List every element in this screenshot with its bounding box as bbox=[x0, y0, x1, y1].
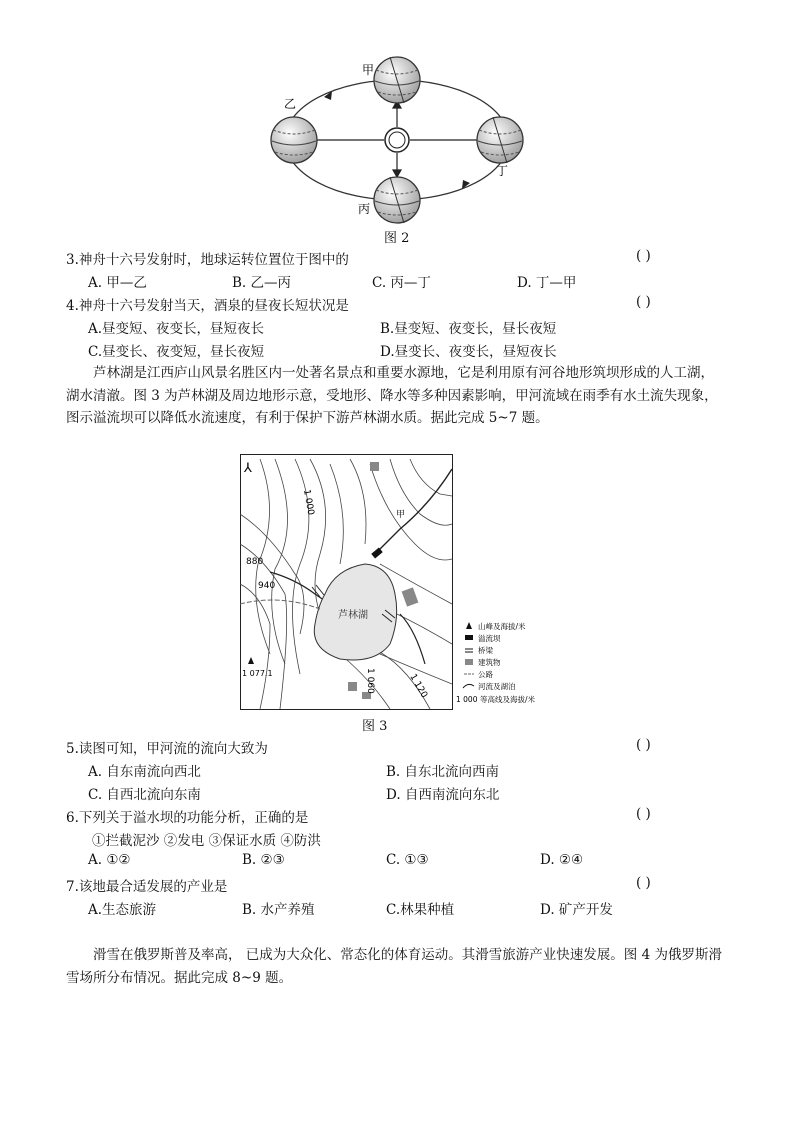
q6-answer-paren[interactable]: ( ) bbox=[636, 806, 651, 822]
figure-2-orbit-diagram bbox=[262, 48, 532, 228]
figure-2-caption: 图 2 bbox=[384, 231, 410, 246]
q7-option-d[interactable]: D. 矿产开发 bbox=[540, 902, 613, 918]
river-label-jia: 甲 bbox=[396, 510, 406, 520]
q4-option-b[interactable]: B.昼变短、夜变长，昼长夜短 bbox=[380, 321, 557, 337]
q3-option-b[interactable]: B. 乙—丙 bbox=[232, 275, 292, 291]
q7-stem: 7.该地最合适发展的产业是 bbox=[66, 879, 228, 895]
svg-text:等高线及海拔/米: 等高线及海拔/米 bbox=[480, 695, 536, 704]
label-bing: 丙 bbox=[358, 202, 371, 216]
peak-label: 1 077.1 bbox=[242, 669, 273, 678]
q4-stem: 4.神舟十六号发射当天，酒泉的昼夜长短状况是 bbox=[66, 298, 349, 314]
q7-option-b[interactable]: B. 水产养殖 bbox=[242, 902, 315, 918]
q4-option-d[interactable]: D.昼变长、夜变长，昼短夜长 bbox=[380, 344, 557, 360]
passage-russia-skiing: 滑雪在俄罗斯普及率高， 已成为大众化、常态化的体育运动。其滑雪旅游产业快速发展。图 4 为俄罗斯滑雪场所分布情况。据此完成 8~9 题。 bbox=[66, 947, 722, 986]
svg-text:河流及湖泊: 河流及湖泊 bbox=[478, 682, 516, 691]
q5-option-b[interactable]: B. 自东北流向西南 bbox=[386, 764, 500, 780]
q4-option-c[interactable]: C.昼变长、夜变短，昼长夜短 bbox=[88, 344, 265, 360]
q5-option-a[interactable]: A. 自东南流向西北 bbox=[88, 764, 201, 780]
contour-label-1120: 1 120 bbox=[407, 672, 429, 700]
q5-option-c[interactable]: C. 自西北流向东南 bbox=[88, 787, 201, 803]
label-ding: 丁 bbox=[496, 164, 509, 178]
contour-label-1060: 1 060 bbox=[365, 668, 375, 694]
q4-answer-paren[interactable]: ( ) bbox=[636, 294, 651, 310]
q7-answer-paren[interactable]: ( ) bbox=[636, 875, 651, 891]
q3-option-c[interactable]: C. 丙—丁 bbox=[372, 275, 431, 291]
q3-answer-paren[interactable]: ( ) bbox=[636, 248, 651, 264]
svg-text:山峰及海拔/米: 山峰及海拔/米 bbox=[478, 622, 526, 631]
q3-option-d[interactable]: D. 丁—甲 bbox=[517, 275, 577, 291]
q6-option-b[interactable]: B. ②③ bbox=[242, 852, 285, 868]
q6-items: ①拦截泥沙 ②发电 ③保证水质 ④防洪 bbox=[92, 833, 321, 849]
svg-text:公路: 公路 bbox=[478, 670, 493, 679]
q6-stem: 6.下列关于溢水坝的功能分析，正确的是 bbox=[66, 810, 309, 826]
q6-option-a[interactable]: A. ①② bbox=[88, 852, 131, 868]
lake-label: 芦林湖 bbox=[338, 610, 368, 621]
north-arrow-icon: ⅄ bbox=[244, 461, 252, 476]
q3-stem: 3.神舟十六号发射时，地球运转位置位于图中的 bbox=[66, 252, 349, 268]
sun-icon bbox=[385, 128, 409, 152]
svg-text:溢流坝: 溢流坝 bbox=[478, 634, 501, 643]
svg-text:桥梁: 桥梁 bbox=[478, 646, 493, 655]
globe-bing bbox=[374, 177, 420, 223]
q3-option-a[interactable]: A. 甲—乙 bbox=[88, 275, 147, 291]
q5-answer-paren[interactable]: ( ) bbox=[636, 737, 651, 753]
label-yi: 乙 bbox=[284, 97, 297, 111]
label-jia: 甲 bbox=[362, 63, 375, 77]
q6-option-d[interactable]: D. ②④ bbox=[540, 852, 584, 868]
q6-option-c[interactable]: C. ①③ bbox=[386, 852, 429, 868]
contour-label-880: 880 bbox=[246, 557, 264, 567]
q7-option-a[interactable]: A.生态旅游 bbox=[88, 902, 157, 918]
q7-option-c[interactable]: C.林果种植 bbox=[386, 902, 455, 918]
legend bbox=[456, 621, 536, 704]
globe-jia bbox=[374, 57, 420, 103]
figure-3-caption: 图 3 bbox=[362, 719, 388, 734]
q5-stem: 5.读图可知，甲河流的流向大致为 bbox=[66, 741, 268, 757]
svg-text:建筑物: 建筑物 bbox=[478, 658, 501, 667]
contour-label-940: 940 bbox=[258, 581, 276, 591]
globe-yi bbox=[271, 117, 317, 163]
globe-ding bbox=[477, 117, 523, 163]
figure-3-contour-map bbox=[240, 454, 560, 714]
contour-label-1000: 1 000 bbox=[301, 488, 316, 516]
passage-lulin-lake: 芦林湖是江西庐山风景名胜区内一处著名景点和重要水源地，它是利用原有河谷地形筑坝形成的人工湖，湖水清澈。图 3 为芦林湖及周边地形示意，受地形、降水等多种因素影响，甲河流域在雨季有水土流失现象，图示溢流坝可以降低水流速度，有利于保护下游芦林湖水质。据此完成 5~7 题。 bbox=[66, 365, 718, 426]
svg-text:1 000: 1 000 bbox=[456, 695, 478, 704]
q5-option-d[interactable]: D. 自西南流向东北 bbox=[386, 787, 500, 803]
q4-option-a[interactable]: A.昼变短、夜变长，昼短夜长 bbox=[88, 321, 265, 337]
